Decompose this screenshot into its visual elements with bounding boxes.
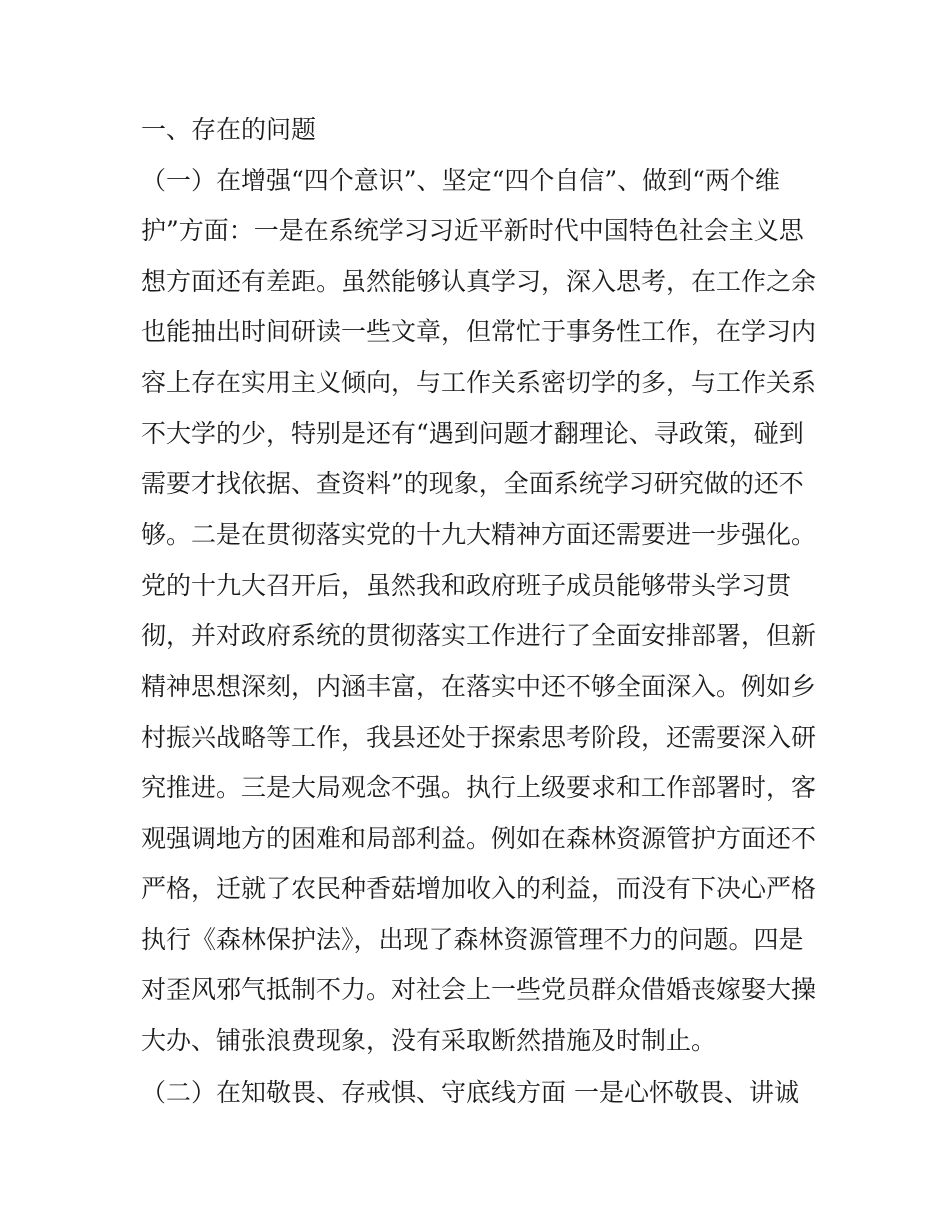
paragraph-line: 需要才找依据、查资料”的现象，全面系统学习研究做的还不 — [141, 469, 804, 498]
paragraph-line: 执行《森林保护法》，出现了森林资源管理不力的问题。四是 — [141, 925, 804, 954]
paragraph-line: 究推进。三是大局观念不强。执行上级要求和工作部署时，客 — [141, 773, 817, 802]
paragraph-line: 护”方面：一是在系统学习习近平新时代中国特色社会主义思 — [141, 216, 804, 245]
paragraph-line: 对歪风邪气抵制不力。对社会上一些党员群众借婚丧嫁娶大操 — [141, 975, 817, 1004]
paragraph-line: 精神思想深刻，内涵丰富，在落实中还不够全面深入。例如乡 — [141, 672, 817, 701]
section-heading: 一、存在的问题 — [141, 115, 317, 144]
paragraph-line: 观强调地方的困难和局部利益。例如在森林资源管护方面还不 — [141, 824, 817, 853]
paragraph-line: 够。二是在贯彻落实党的十九大精神方面还需要进一步强化。 — [141, 520, 817, 549]
paragraph-line: 严格，迁就了农民种香菇增加收入的利益，而没有下决心严格 — [141, 874, 817, 903]
paragraph-line: 彻，并对政府系统的贯彻落实工作进行了全面安排部署，但新 — [141, 621, 817, 650]
paragraph-line: 想方面还有差距。虽然能够认真学习，深入思考，在工作之余 — [141, 267, 817, 296]
paragraph-line: （一）在增强“四个意识”、坚定“四个自信”、做到“两个维 — [141, 166, 780, 195]
paragraph-line: 也能抽出时间研读一些文章，但常忙于事务性工作，在学习内 — [141, 317, 817, 346]
paragraph-line: 容上存在实用主义倾向，与工作关系密切学的多，与工作关系 — [141, 368, 817, 397]
subsection-2-line: （二）在知敬畏、存戒惧、守底线方面 一是心怀敬畏、讲诚 — [141, 1078, 799, 1107]
paragraph-line: 村振兴战略等工作，我县还处于探索思考阶段，还需要深入研 — [141, 723, 817, 752]
paragraph-line: 大办、铺张浪费现象，没有采取断然措施及时制止。 — [141, 1026, 717, 1055]
paragraph-line: 党的十九大召开后，虽然我和政府班子成员能够带头学习贯 — [141, 571, 792, 600]
paragraph-line: 不大学的少，特别是还有“遇到问题才翻理论、寻政策，碰到 — [141, 419, 804, 448]
